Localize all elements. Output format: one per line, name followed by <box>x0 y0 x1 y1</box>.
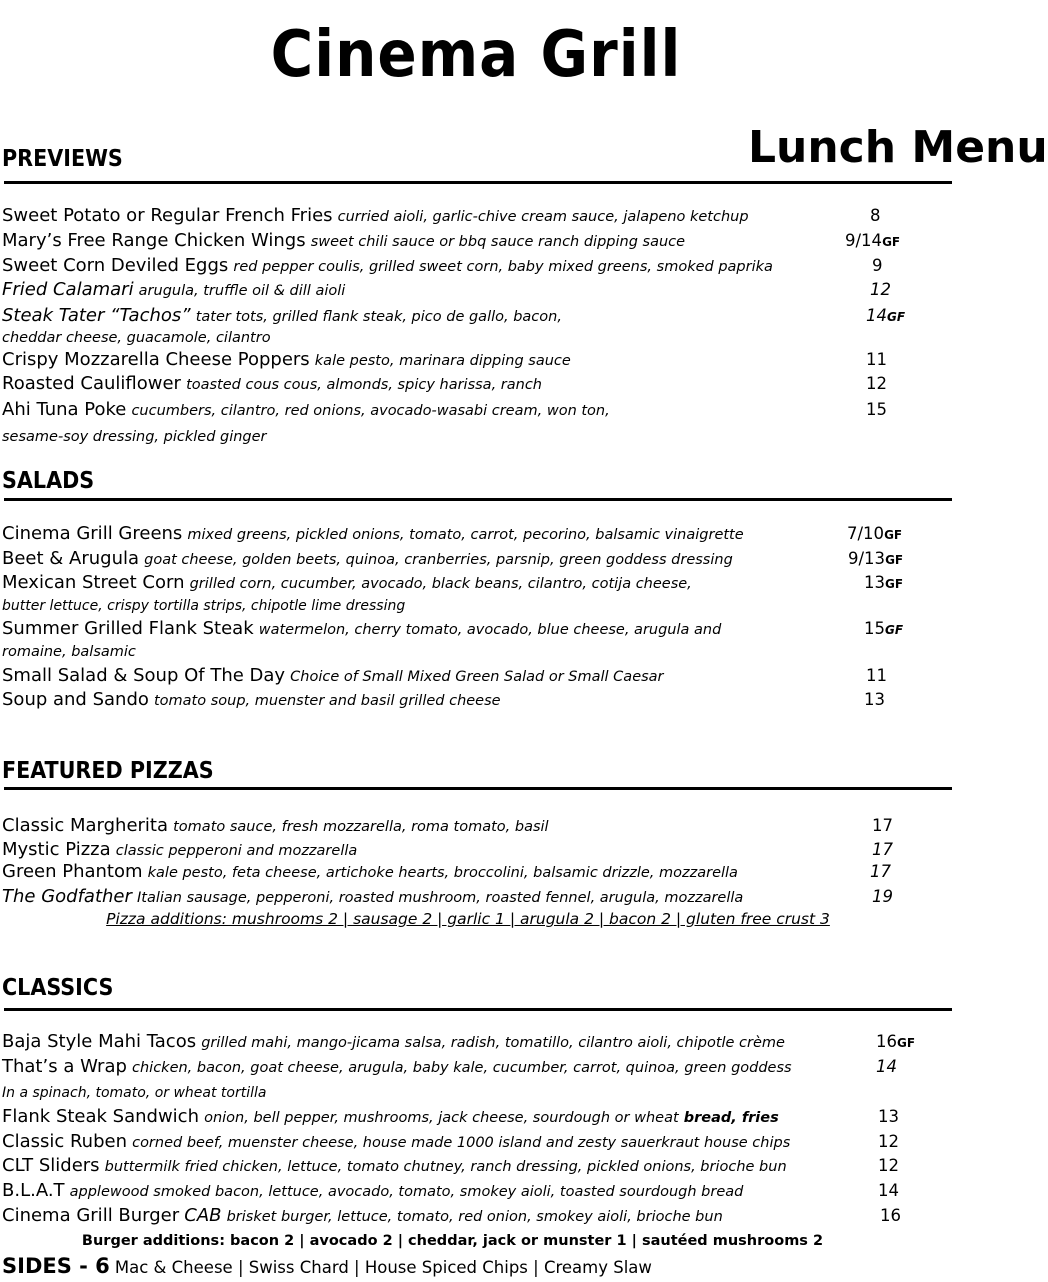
item-name: Cinema Grill Greens <box>2 523 183 544</box>
price-value: 13 <box>864 690 885 709</box>
item-description: curried aioli, garlic-chive cream sauce, jalapeno ketchup <box>337 209 749 225</box>
menu-item <box>2 522 744 546</box>
item-description: Choice of Small Mixed Green Salad or Small Caesar <box>290 669 664 685</box>
item-price <box>878 1179 899 1203</box>
menu-item <box>2 1130 790 1154</box>
item-price <box>845 229 900 253</box>
item-description: chicken, bacon, goat cheese, arugula, baby kale, cucumber, carrot, quinoa, green goddess <box>132 1060 792 1076</box>
gluten-free-badge: GF <box>884 528 903 542</box>
item-description: kale pesto, feta cheese, artichoke hearts, broccolini, balsamic drizzle, mozzarella <box>147 865 738 881</box>
menu-item <box>2 204 749 228</box>
item-description-cont <box>2 1080 266 1104</box>
menu-item <box>2 1030 785 1054</box>
item-price <box>876 1055 897 1079</box>
item-name: Steak Tater “Tachos” <box>2 305 191 326</box>
price-value: 19 <box>872 887 893 906</box>
item-description-cont <box>2 424 267 448</box>
item-price <box>866 398 887 422</box>
menu-item <box>2 229 685 253</box>
item-name: Mexican Street Corn <box>2 572 185 593</box>
menu-item <box>2 1154 787 1178</box>
item-description: cucumbers, cilantro, red onions, avocado-wasabi cream, won ton, <box>131 403 610 419</box>
sides-items: Mac & Cheese | Swiss Chard | House Spiced Chips | Creamy Slaw <box>114 1258 652 1277</box>
menu-item <box>2 278 345 302</box>
item-price <box>864 688 885 712</box>
pizzas-heading: FEATURED PIZZAS <box>2 758 214 784</box>
price-value: 17 <box>872 840 893 859</box>
classics-rule <box>4 1008 952 1011</box>
item-description: corned beef, muenster cheese, house made 1000 island and zesty sauerkraut house chips <box>132 1135 791 1151</box>
item-name: Crispy Mozzarella Cheese Poppers <box>2 349 310 370</box>
item-description-cont <box>2 593 405 617</box>
price-value: 14 <box>878 1181 899 1200</box>
item-description: sesame-soy dressing, pickled ginger <box>2 429 267 445</box>
item-description: toasted cous cous, almonds, spicy harissa, ranch <box>186 377 542 393</box>
price-value: 15 <box>864 619 885 638</box>
price-value: 11 <box>866 350 887 369</box>
menu-item <box>2 860 738 884</box>
item-description: Italian sausage, pepperoni, roasted mushroom, roasted fennel, arugula, mozzarella <box>137 890 744 906</box>
item-name-italic: CAB <box>184 1205 222 1226</box>
previews-rule <box>4 181 952 184</box>
price-value: 9/13 <box>848 549 886 568</box>
item-name: The Godfather <box>2 886 132 907</box>
price-value: 14 <box>866 306 887 325</box>
item-description: red pepper coulis, grilled sweet corn, baby mixed greens, smoked paprika <box>233 259 773 275</box>
menu-item <box>2 617 721 641</box>
menu-item <box>2 688 501 712</box>
item-description-bold: bread, fries <box>683 1110 779 1126</box>
price-value: 17 <box>870 862 891 881</box>
item-price <box>864 571 903 595</box>
item-description: cheddar cheese, guacamole, cilantro <box>2 330 271 346</box>
price-value: 11 <box>866 666 887 685</box>
item-description: romaine, balsamic <box>2 644 136 660</box>
price-value: 13 <box>878 1107 899 1126</box>
item-description: sweet chili sauce or bbq sauce ranch dipping sauce <box>310 234 686 250</box>
item-description: mixed greens, pickled onions, tomato, carrot, pecorino, balsamic vinaigrette <box>187 527 744 543</box>
menu-item <box>2 885 743 909</box>
item-description: tomato soup, muenster and basil grilled cheese <box>153 693 501 709</box>
menu-item <box>2 1055 792 1079</box>
item-name: Mary’s Free Range Chicken Wings <box>2 230 306 251</box>
price-value: 9 <box>872 256 883 275</box>
menu-item <box>2 1204 723 1228</box>
item-name: Green Phantom <box>2 861 143 882</box>
item-name: Summer Grilled Flank Steak <box>2 618 254 639</box>
item-price <box>847 522 902 546</box>
item-name: Ahi Tuna Poke <box>2 399 127 420</box>
item-description: watermelon, cherry tomato, avocado, blue cheese, arugula and <box>258 622 722 638</box>
item-price <box>866 348 887 372</box>
menu-item <box>2 1105 779 1129</box>
menu-item <box>2 571 692 595</box>
gluten-free-badge: GF <box>885 577 904 591</box>
price-value: 16 <box>880 1206 901 1225</box>
item-price <box>872 838 893 862</box>
gluten-free-badge: GF <box>882 235 901 249</box>
restaurant-title: Cinema Grill <box>270 16 682 92</box>
item-price <box>878 1154 899 1178</box>
price-value: 16 <box>876 1032 897 1051</box>
item-name: Classic Margherita <box>2 815 169 836</box>
sides-label: SIDES - 6 <box>2 1254 110 1278</box>
item-price <box>870 204 881 228</box>
item-price <box>876 1030 915 1054</box>
price-value: 12 <box>878 1156 899 1175</box>
price-value: 17 <box>872 816 893 835</box>
previews-heading: PREVIEWS <box>2 146 123 172</box>
item-name: Small Salad & Soup Of The Day <box>2 665 286 686</box>
item-price <box>872 885 893 909</box>
item-price <box>872 254 883 278</box>
menu-item <box>2 814 549 838</box>
burger-additions: Burger additions: bacon 2 | avocado 2 | cheddar, jack or munster 1 | sautéed mushrooms 2 <box>81 1233 824 1249</box>
item-name: Sweet Potato or Regular French Fries <box>2 205 333 226</box>
price-value: 12 <box>866 374 887 393</box>
item-description: butter lettuce, crispy tortilla strips, chipotle lime dressing <box>2 598 406 614</box>
item-description: brisket burger, lettuce, tomato, red onion, smokey aioli, brioche bun <box>226 1209 723 1225</box>
item-description-cont <box>2 639 136 663</box>
item-price <box>872 814 893 838</box>
menu-subtitle: Lunch Menu <box>748 122 1048 173</box>
menu-item <box>2 348 571 372</box>
item-name: CLT Sliders <box>2 1155 100 1176</box>
menu-item <box>2 254 773 278</box>
item-description: goat cheese, golden beets, quinoa, cranberries, parsnip, green goddess dressing <box>144 552 733 568</box>
menu-item <box>2 547 733 571</box>
price-value: 12 <box>870 280 891 299</box>
item-description: onion, bell pepper, mushrooms, jack cheese, sourdough or wheat <box>204 1110 679 1126</box>
item-description: tater tots, grilled flank steak, pico de gallo, bacon, <box>195 309 562 325</box>
item-name: Baja Style Mahi Tacos <box>2 1031 197 1052</box>
pizza-additions: Pizza additions: mushrooms 2 | sausage 2 | garlic 1 | arugula 2 | bacon 2 | gluten free crust 3 <box>106 910 830 928</box>
price-value: 15 <box>866 400 887 419</box>
menu-item <box>2 838 357 862</box>
item-price <box>866 372 887 396</box>
item-price <box>866 304 905 328</box>
item-price <box>878 1105 899 1129</box>
menu-item <box>2 1179 743 1203</box>
item-description: In a spinach, tomato, or wheat tortilla <box>2 1085 267 1101</box>
gluten-free-badge: GF <box>887 310 906 324</box>
item-description: grilled mahi, mango-jicama salsa, radish, tomatillo, cilantro aioli, chipotle crème <box>201 1035 785 1051</box>
price-value: 7/10 <box>847 524 885 543</box>
item-price <box>866 664 887 688</box>
item-name: Sweet Corn Deviled Eggs <box>2 255 229 276</box>
item-name: Fried Calamari <box>2 279 134 300</box>
item-price <box>880 1204 901 1228</box>
price-value: 9/14 <box>845 231 883 250</box>
price-value: 8 <box>870 206 881 225</box>
item-name: Mystic Pizza <box>2 839 111 860</box>
menu-item <box>2 398 610 422</box>
item-price <box>864 617 903 641</box>
item-description: classic pepperoni and mozzarella <box>115 843 358 859</box>
item-description: grilled corn, cucumber, avocado, black beans, cilantro, cotija cheese, <box>189 576 692 592</box>
item-description: buttermilk fried chicken, lettuce, tomato chutney, ranch dressing, pickled onions, brioche bun <box>104 1159 787 1175</box>
menu-item <box>2 372 542 396</box>
gluten-free-badge: GF <box>885 623 904 637</box>
item-name: Roasted Cauliflower <box>2 373 181 394</box>
sides-line <box>2 1252 652 1282</box>
salads-rule <box>4 498 952 501</box>
salads-heading: SALADS <box>2 468 95 494</box>
classics-heading: CLASSICS <box>2 975 114 1001</box>
item-price <box>848 547 903 571</box>
item-name: Cinema Grill Burger <box>2 1205 180 1226</box>
gluten-free-badge: GF <box>897 1036 916 1050</box>
price-value: 12 <box>878 1132 899 1151</box>
item-description: tomato sauce, fresh mozzarella, roma tomato, basil <box>173 819 549 835</box>
item-description: kale pesto, marinara dipping sauce <box>314 353 571 369</box>
item-description: arugula, truffle oil & dill aioli <box>138 283 346 299</box>
item-name: Beet & Arugula <box>2 548 140 569</box>
price-value: 14 <box>876 1057 897 1076</box>
item-name: Classic Ruben <box>2 1131 127 1152</box>
item-description: applewood smoked bacon, lettuce, avocado, tomato, smokey aioli, toasted sourdough bread <box>69 1184 744 1200</box>
item-name: Soup and Sando <box>2 689 149 710</box>
item-description-cont <box>2 325 271 349</box>
item-name: Flank Steak Sandwich <box>2 1106 199 1127</box>
item-name: That’s a Wrap <box>2 1056 127 1077</box>
item-price <box>878 1130 899 1154</box>
gluten-free-badge: GF <box>885 553 904 567</box>
price-value: 13 <box>864 573 885 592</box>
item-price <box>870 278 891 302</box>
pizzas-rule <box>4 787 952 790</box>
item-price <box>870 860 891 884</box>
menu-item <box>2 664 664 688</box>
item-name: B.L.A.T <box>2 1180 65 1201</box>
